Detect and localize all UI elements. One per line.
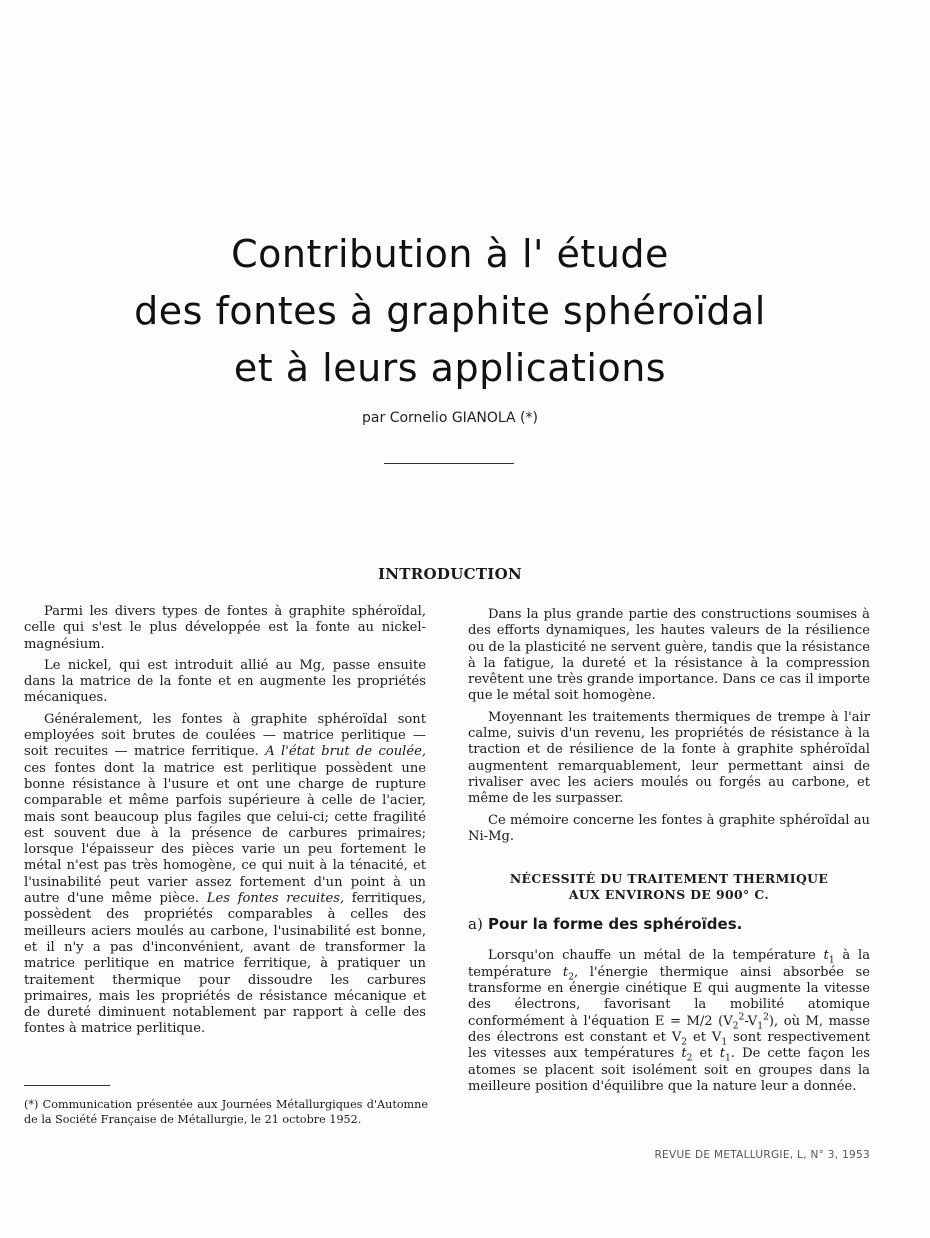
footnote: (*) Communication présentée aux Journées Métallurgiques d'Automne de la Société Française de Métallurgie, le 21 octobre 1952. [24,1098,428,1126]
section-heading: NÉCESSITÉ DU TRAITEMENT THERMIQUE AUX ENVIRONS DE 900° C. [509,871,829,902]
footnote-divider [24,1085,110,1086]
paragraph: Ce mémoire concerne les fontes à graphite sphéroïdal au Ni-Mg. [468,812,870,844]
title-line-3: et à leurs applications [233,346,667,390]
right-column [468,607,870,1100]
paragraph: Le nickel, qui est introduit allié au Mg, passe ensuite dans la matrice de la fonte et en augmente les propriétés mécaniques. [24,657,426,706]
title-line-2: des fontes à graphite sphéroïdal [134,289,766,333]
title-divider [384,463,514,464]
journal-reference: REVUE DE METALLURGIE, L, N° 3, 1953 [654,1149,870,1161]
paragraph: Parmi les divers types de fontes à graphite sphéroïdal, celle qui s'est le plus développée est la fonte au nickel-magnésium. [24,604,426,652]
paragraph: Généralement, les fontes à graphite sphéroïdal sont employées soit brutes de coulées — matrice perlitique — soit recuites — matrice ferritique. A l'état brut de coulée, ces fontes dont la matrice est perlitique possèdent une bonne résistance à l'usure et ont une charge de rupture comparable et même parfois supérieure à celle de l'acier, mais sont beaucoup plus fagiles que celui-ci; cette fragilité est souvent due à la présence de carbures primaires; lorsque l'épaisseur des pièces varie un peu fortement le métal n'est pas très homogène, ce qui nuit à la ténacité, et l'usinabilité peut varier assez fortement d'un point à un autre d'une même pièce. Les fontes recuites, ferritiques, possèdent des propriétés comparables à celles des meilleurs aciers moulés au carbone, l'usinabilité est bonne, et il n'y a pas d'inconvénient, avant de transformer la matrice perlitique en matrice ferritique, à pratiquer un traitement thermique pour dissoudre les carbures primaires, mais les propriétés de résistance mécanique et de dureté diminuent notablement par rapport à celle des fontes à matrice perlitique. [24,711,427,1037]
introduction-heading: INTRODUCTION [377,565,522,583]
left-column [24,604,426,1043]
paragraph: Lorsqu'on chauffe un métal de la température $t_1$ à la température $t_2$, l'énergie thermique ainsi absorbée se transforme en énergie cinétique E qui augmente la vitesse des électrons, favorisant la mobilité atomique conformément à l'équation E = M/2 $(V_2^2-V_1^2)$, où M, masse des électrons est constant et $V_2$ et $V_1$ sont respectivement les vitesses aux températures $t_2$ et $t_1$. De cette façon les atomes se placent soit isolément soit en groupes dans la meilleure position d'équilibre que la nature leur a donnée. [468,948,871,1094]
title-line-1: Contribution à l' étude [231,232,669,276]
author-byline: par Cornelio GIANOLA (*) [362,410,538,426]
paragraph: Dans la plus grande partie des constructions soumises à des efforts dynamiques, les hautes valeurs de la résilience ou de la plasticité ne servent guère, tandis que la résistance à la fatigue, la dureté et la résistance à la compression revêtent une très grande importance. Dans ce cas il importe que le métal soit homogène. [468,607,870,704]
article-title [0,226,900,397]
subsection-heading: a) Pour la forme des sphéroïdes. [468,915,743,934]
paragraph: Moyennant les traitements thermiques de trempe à l'air calme, suivis d'un revenu, les propriétés de résistance à la traction et de résilience de la fonte à graphite sphéroïdal augmentent remarquablement, leur permettant ainsi de rivaliser avec les aciers moulés ou forgés au carbone, et même de les surpasser. [468,709,870,807]
